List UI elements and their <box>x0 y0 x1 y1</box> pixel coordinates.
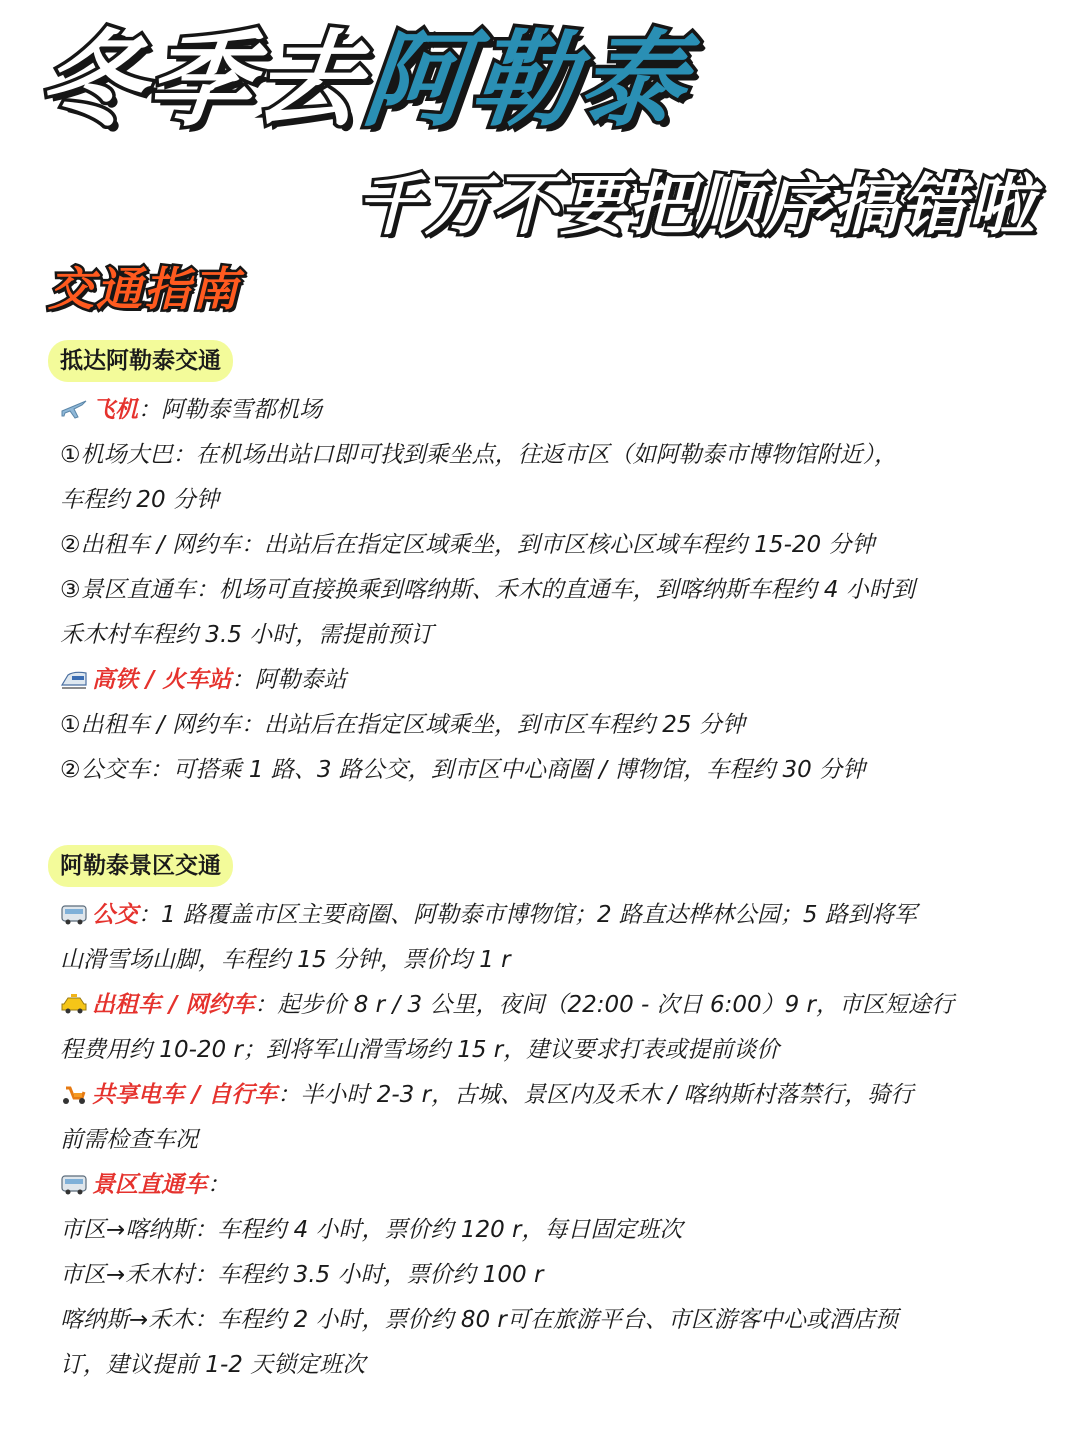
taxi-line <box>48 983 1038 1028</box>
taxi-label: 出租车 / 网约车 <box>92 992 255 1018</box>
taxi-icon <box>60 987 88 1011</box>
bus-icon <box>60 1167 88 1191</box>
bus-label: 公交 <box>92 902 138 928</box>
subtitle: 千万不要把顺序搞错啦 <box>356 167 1036 244</box>
taxi-text: ：起步价 8 r / 3 公里，夜间（22:00 - 次日 6:00）9 r，市区短途行 <box>254 992 955 1018</box>
plane-label: 飞机 <box>92 397 138 423</box>
bus-text-cont: 山滑雪场山脚，车程约 15 分钟，票价均 1 r <box>60 947 511 973</box>
scenic-heading-badge: 阿勒泰景区交通 <box>48 845 233 887</box>
plane-item: 禾木村车程约 3.5 小时，需提前预订 <box>60 622 434 648</box>
taxi-text-cont: 程费用约 10-20 r；到将军山滑雪场约 15 r，建议要求打表或提前谈价 <box>60 1037 780 1063</box>
bike-text-cont: 前需检查车况 <box>60 1127 198 1153</box>
train-item: ②公交车：可搭乘 1 路、3 路公交，到市区中心商圈 / 博物馆，车程约 30 分钟 <box>60 757 866 783</box>
bus-icon <box>60 897 88 921</box>
bike-text: ：半小时 2-3 r，古城、景区内及禾木 / 喀纳斯村落禁行，骑行 <box>277 1082 914 1108</box>
shuttle-colon: ： <box>207 1172 230 1198</box>
plane-value: ：阿勒泰雪都机场 <box>138 397 322 423</box>
shuttle-item: 市区→喀纳斯：车程约 4 小时，票价约 120 r，每日固定班次 <box>60 1217 683 1243</box>
bus-text: ：1 路覆盖市区主要商圈、阿勒泰市博物馆；2 路直达桦林公园；5 路到将军 <box>138 902 917 928</box>
title-part-2: 阿勒泰 <box>357 19 695 141</box>
bus-line <box>48 893 1038 938</box>
shuttle-item: 市区→禾木村：车程约 3.5 小时，票价约 100 r <box>60 1262 544 1288</box>
plane-item: ③景区直通车：机场可直接换乘到喀纳斯、禾木的直通车，到喀纳斯车程约 4 小时到 <box>60 577 915 603</box>
arrival-heading-badge: 抵达阿勒泰交通 <box>48 340 233 382</box>
title-part-1: 冬季去 <box>33 19 371 141</box>
shuttle-heading <box>48 1163 1038 1208</box>
bike-line <box>48 1073 1038 1118</box>
shuttle-item: 喀纳斯→禾木：车程约 2 小时，票价约 80 r可在旅游平台、市区游客中心或酒店预 <box>60 1307 898 1333</box>
plane-item: ①机场大巴：在机场出站口即可找到乘坐点，往返市区（如阿勒泰市博物馆附近）， <box>60 442 898 468</box>
main-title <box>33 18 695 143</box>
bullet-train-icon <box>60 662 88 686</box>
shuttle-item: 订，建议提前 1-2 天锁定班次 <box>60 1352 366 1378</box>
plane-item: ②出租车 / 网约车：出站后在指定区域乘坐，到市区核心区域车程约 15-20 分钟 <box>60 532 875 558</box>
airplane-icon <box>60 392 88 416</box>
bike-label: 共享电车 / 自行车 <box>92 1082 278 1108</box>
scooter-icon <box>60 1077 88 1101</box>
train-label: 高铁 / 火车站 <box>92 667 232 693</box>
plane-item: 车程约 20 分钟 <box>60 487 219 513</box>
train-item: ①出租车 / 网约车：出站后在指定区域乘坐，到市区车程约 25 分钟 <box>60 712 745 738</box>
content <box>48 340 1038 1388</box>
plane-heading <box>48 388 1038 433</box>
section-title: 交通指南 <box>48 262 240 316</box>
train-value: ：阿勒泰站 <box>231 667 347 693</box>
shuttle-label: 景区直通车 <box>92 1172 207 1198</box>
train-heading <box>48 658 1038 703</box>
